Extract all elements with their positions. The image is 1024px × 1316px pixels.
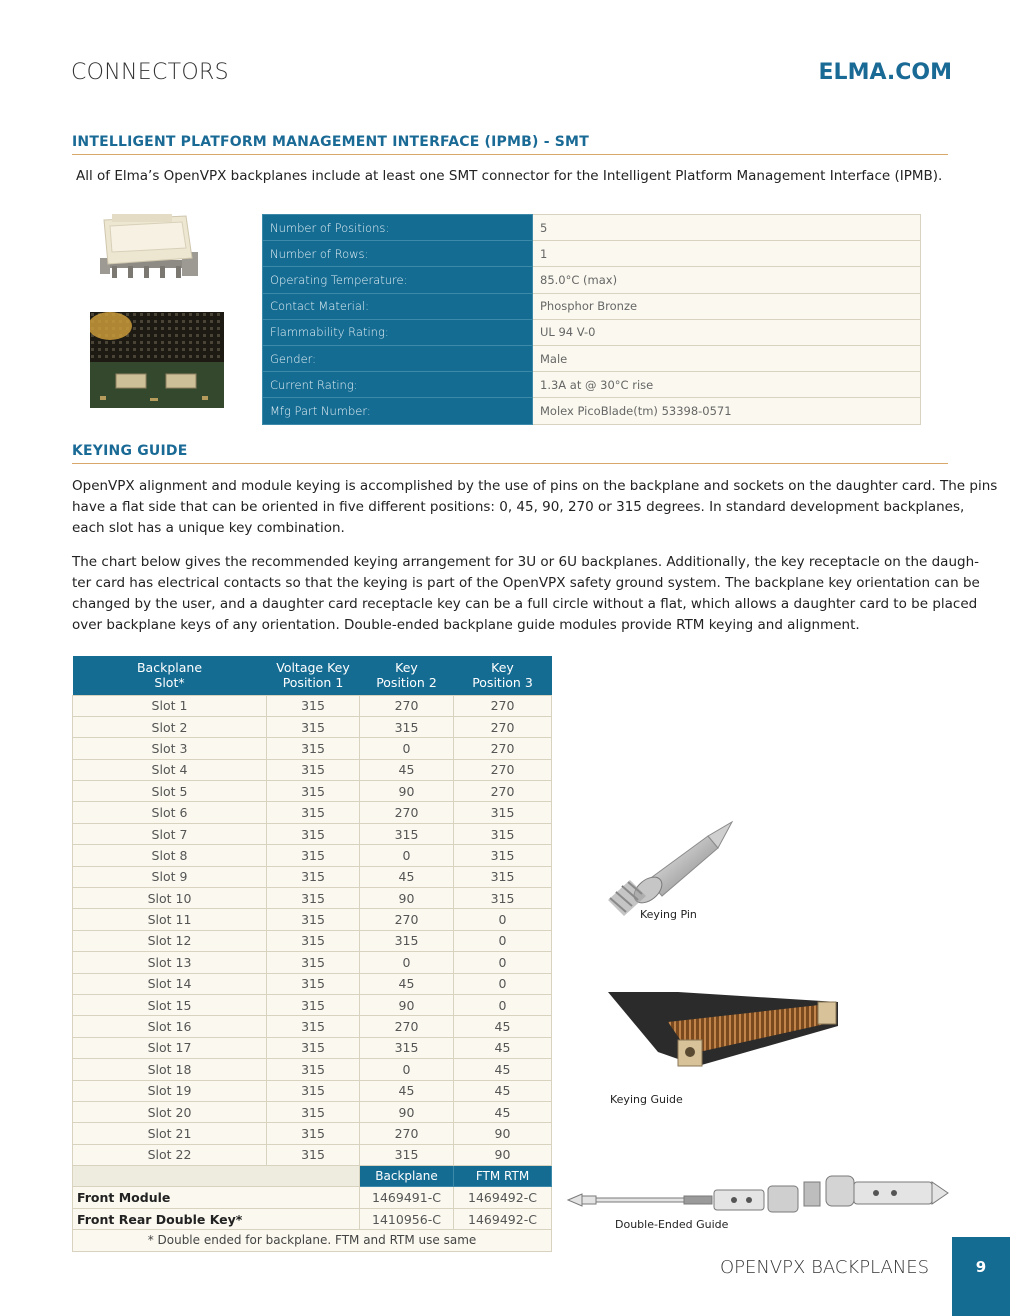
slot-cell: Slot 18 [73, 1059, 267, 1080]
key-position-3-cell: 90 [454, 1144, 552, 1165]
spec-value: Male [533, 345, 921, 371]
voltage-key-cell: 315 [267, 866, 360, 887]
table-row [73, 1059, 552, 1080]
part-header-backplane: Backplane [360, 1166, 454, 1187]
voltage-key-cell: 315 [267, 930, 360, 951]
slot-cell: Slot 11 [73, 909, 267, 930]
spec-label: Contact Material: [263, 293, 533, 319]
key-position-3-cell: 270 [454, 716, 552, 737]
part-header-ftm-rtm: FTM RTM [454, 1166, 552, 1187]
spec-value: Molex PicoBlade(tm) 53398-0571 [533, 398, 921, 424]
keying-table [72, 656, 552, 1252]
key-position-2-cell: 315 [360, 1037, 454, 1058]
part-backplane: 1469491-C [360, 1187, 454, 1208]
voltage-key-cell: 315 [267, 716, 360, 737]
spec-label: Operating Temperature: [263, 267, 533, 293]
slot-cell: Slot 21 [73, 1123, 267, 1144]
ipmb-section-rule [72, 154, 948, 155]
spec-value: 1.3A at @ 30°C rise [533, 372, 921, 398]
slot-cell: Slot 12 [73, 930, 267, 951]
spec-label: Number of Rows: [263, 241, 533, 267]
key-position-2-cell: 45 [360, 866, 454, 887]
keying-table-header: Key Position 2 [360, 656, 454, 695]
slot-cell: Slot 17 [73, 1037, 267, 1058]
spec-row [263, 293, 921, 319]
table-row [73, 888, 552, 909]
slot-cell: Slot 5 [73, 781, 267, 802]
table-row [73, 1080, 552, 1101]
keying-paragraph-2 [72, 552, 980, 636]
key-position-2-cell: 0 [360, 845, 454, 866]
slot-cell: Slot 4 [73, 759, 267, 780]
footer-title: OPENVPX BACKPLANES [720, 1257, 930, 1278]
keying-paragraph-1-line: each slot has a unique key combination. [72, 520, 345, 536]
keying-paragraph-2-line: The chart below gives the recommended keying arrangement for 3U or 6U backplanes. Additionally, the key receptacle on the daugh- [72, 554, 979, 570]
slot-cell: Slot 19 [73, 1080, 267, 1101]
slot-cell: Slot 15 [73, 994, 267, 1015]
key-position-3-cell: 270 [454, 738, 552, 759]
voltage-key-cell: 315 [267, 973, 360, 994]
double-ended-guide-image [564, 1168, 952, 1216]
slot-cell: Slot 7 [73, 823, 267, 844]
key-position-2-cell: 90 [360, 781, 454, 802]
voltage-key-cell: 315 [267, 888, 360, 909]
double-ended-guide-caption: Double-Ended Guide [615, 1218, 729, 1231]
table-row [73, 930, 552, 951]
part-row [73, 1187, 552, 1208]
keying-table-header: Voltage Key Position 1 [267, 656, 360, 695]
part-backplane: 1410956-C [360, 1208, 454, 1229]
voltage-key-cell: 315 [267, 1059, 360, 1080]
table-row [73, 802, 552, 823]
table-row [73, 823, 552, 844]
key-position-2-cell: 0 [360, 1059, 454, 1080]
key-position-3-cell: 0 [454, 973, 552, 994]
key-position-3-cell: 45 [454, 1037, 552, 1058]
key-position-3-cell: 315 [454, 888, 552, 909]
key-position-3-cell: 315 [454, 845, 552, 866]
voltage-key-cell: 315 [267, 952, 360, 973]
keying-table-header: Key Position 3 [454, 656, 552, 695]
keying-paragraph-1 [72, 476, 997, 539]
spec-row [263, 372, 921, 398]
slot-cell: Slot 20 [73, 1101, 267, 1122]
spec-row [263, 241, 921, 267]
key-position-2-cell: 90 [360, 1101, 454, 1122]
smt-connector-image [98, 212, 200, 282]
keying-paragraph-1-line: OpenVPX alignment and module keying is accomplished by the use of pins on the backplane and sockets on the daughter card. The pins [72, 478, 998, 494]
voltage-key-cell: 315 [267, 909, 360, 930]
key-position-2-cell: 315 [360, 930, 454, 951]
key-position-3-cell: 45 [454, 1059, 552, 1080]
slot-cell: Slot 2 [73, 716, 267, 737]
part-ftm-rtm: 1469492-C [454, 1187, 552, 1208]
slot-cell: Slot 1 [73, 695, 267, 716]
key-position-3-cell: 315 [454, 802, 552, 823]
key-position-3-cell: 45 [454, 1101, 552, 1122]
part-ftm-rtm: 1469492-C [454, 1208, 552, 1229]
voltage-key-cell: 315 [267, 1080, 360, 1101]
board-connector-photo [90, 312, 224, 408]
keying-pin-image [600, 820, 740, 920]
table-row [73, 695, 552, 716]
table-row [73, 909, 552, 930]
voltage-key-cell: 315 [267, 781, 360, 802]
spec-row [263, 345, 921, 371]
slot-cell: Slot 14 [73, 973, 267, 994]
part-label: Front Rear Double Key* [73, 1208, 360, 1229]
key-position-2-cell: 90 [360, 888, 454, 909]
table-row [73, 1016, 552, 1037]
spec-label: Number of Positions: [263, 215, 533, 241]
slot-cell: Slot 13 [73, 952, 267, 973]
voltage-key-cell: 315 [267, 1144, 360, 1165]
voltage-key-cell: 315 [267, 1123, 360, 1144]
key-position-2-cell: 315 [360, 716, 454, 737]
key-position-2-cell: 270 [360, 695, 454, 716]
spec-label: Mfg Part Number: [263, 398, 533, 424]
table-row [73, 716, 552, 737]
spec-value: 1 [533, 241, 921, 267]
key-position-3-cell: 0 [454, 994, 552, 1015]
slot-cell: Slot 9 [73, 866, 267, 887]
keying-guide-image [608, 992, 838, 1072]
spec-row [263, 215, 921, 241]
key-position-2-cell: 45 [360, 1080, 454, 1101]
voltage-key-cell: 315 [267, 695, 360, 716]
key-position-3-cell: 0 [454, 930, 552, 951]
key-position-3-cell: 0 [454, 952, 552, 973]
slot-cell: Slot 6 [73, 802, 267, 823]
table-row [73, 759, 552, 780]
table-row [73, 1037, 552, 1058]
spec-row [263, 319, 921, 345]
key-position-2-cell: 315 [360, 823, 454, 844]
key-position-2-cell: 90 [360, 994, 454, 1015]
key-position-3-cell: 270 [454, 759, 552, 780]
ipmb-section-title: INTELLIGENT PLATFORM MANAGEMENT INTERFACE (IPMB) - SMT [72, 134, 589, 150]
table-row [73, 1123, 552, 1144]
ipmb-spec-table [262, 214, 921, 425]
spec-value: 85.0°C (max) [533, 267, 921, 293]
part-header-row [73, 1166, 552, 1187]
voltage-key-cell: 315 [267, 759, 360, 780]
spec-value: 5 [533, 215, 921, 241]
keying-section-title: KEYING GUIDE [72, 443, 188, 459]
voltage-key-cell: 315 [267, 1016, 360, 1037]
key-position-3-cell: 45 [454, 1080, 552, 1101]
keying-guide-caption: Keying Guide [610, 1093, 683, 1106]
keying-pin-caption: Keying Pin [640, 908, 697, 921]
key-position-3-cell: 315 [454, 866, 552, 887]
part-header-blank [73, 1166, 360, 1187]
key-position-3-cell: 90 [454, 1123, 552, 1144]
spec-row [263, 267, 921, 293]
slot-cell: Slot 10 [73, 888, 267, 909]
voltage-key-cell: 315 [267, 1037, 360, 1058]
slot-cell: Slot 22 [73, 1144, 267, 1165]
voltage-key-cell: 315 [267, 802, 360, 823]
voltage-key-cell: 315 [267, 994, 360, 1015]
key-position-2-cell: 45 [360, 973, 454, 994]
keying-paragraph-2-line: over backplane keys of any orientation. Double-ended backplane guide modules provide RTM keying and alignment. [72, 617, 860, 633]
key-position-3-cell: 270 [454, 695, 552, 716]
slot-cell: Slot 8 [73, 845, 267, 866]
spec-label: Current Rating: [263, 372, 533, 398]
ipmb-intro: All of Elma’s OpenVPX backplanes include at least one SMT connector for the Intelligent Platform Management Interface (IPMB). [76, 168, 943, 184]
key-position-2-cell: 45 [360, 759, 454, 780]
table-row [73, 994, 552, 1015]
table-row [73, 845, 552, 866]
spec-row [263, 398, 921, 424]
spec-value: Phosphor Bronze [533, 293, 921, 319]
key-position-3-cell: 270 [454, 781, 552, 802]
keying-section-rule [72, 463, 948, 464]
key-position-2-cell: 270 [360, 909, 454, 930]
key-position-2-cell: 315 [360, 1144, 454, 1165]
table-row [73, 781, 552, 802]
key-position-3-cell: 0 [454, 909, 552, 930]
keying-paragraph-2-line: ter card has electrical contacts so that the keying is part of the OpenVPX safety ground system. The backplane key orientation can be [72, 575, 980, 591]
spec-label: Flammability Rating: [263, 319, 533, 345]
site-logo-text: ELMA.COM [818, 60, 952, 85]
table-footnote: * Double ended for backplane. FTM and RTM use same [73, 1230, 552, 1251]
page-number: 9 [952, 1237, 1010, 1316]
key-position-2-cell: 270 [360, 802, 454, 823]
keying-table-header: Backplane Slot* [73, 656, 267, 695]
key-position-2-cell: 270 [360, 1016, 454, 1037]
table-row [73, 866, 552, 887]
spec-value: UL 94 V-0 [533, 319, 921, 345]
table-row [73, 738, 552, 759]
key-position-3-cell: 45 [454, 1016, 552, 1037]
voltage-key-cell: 315 [267, 738, 360, 759]
keying-paragraph-1-line: have a flat side that can be oriented in five different positions: 0, 45, 90, 270 or 315 degrees. In standard development backplanes, [72, 499, 965, 515]
spec-label: Gender: [263, 345, 533, 371]
table-row [73, 952, 552, 973]
voltage-key-cell: 315 [267, 823, 360, 844]
key-position-2-cell: 270 [360, 1123, 454, 1144]
table-note-row [73, 1230, 552, 1251]
voltage-key-cell: 315 [267, 1101, 360, 1122]
slot-cell: Slot 3 [73, 738, 267, 759]
voltage-key-cell: 315 [267, 845, 360, 866]
table-row [73, 1144, 552, 1165]
table-row [73, 973, 552, 994]
key-position-2-cell: 0 [360, 952, 454, 973]
part-label: Front Module [73, 1187, 360, 1208]
table-row [73, 1101, 552, 1122]
key-position-3-cell: 315 [454, 823, 552, 844]
section-header: CONNECTORS [71, 60, 229, 85]
key-position-2-cell: 0 [360, 738, 454, 759]
slot-cell: Slot 16 [73, 1016, 267, 1037]
keying-paragraph-2-line: changed by the user, and a daughter card receptacle key can be a full circle without a flat, which allows a daughter card to be placed [72, 596, 978, 612]
part-row [73, 1208, 552, 1229]
